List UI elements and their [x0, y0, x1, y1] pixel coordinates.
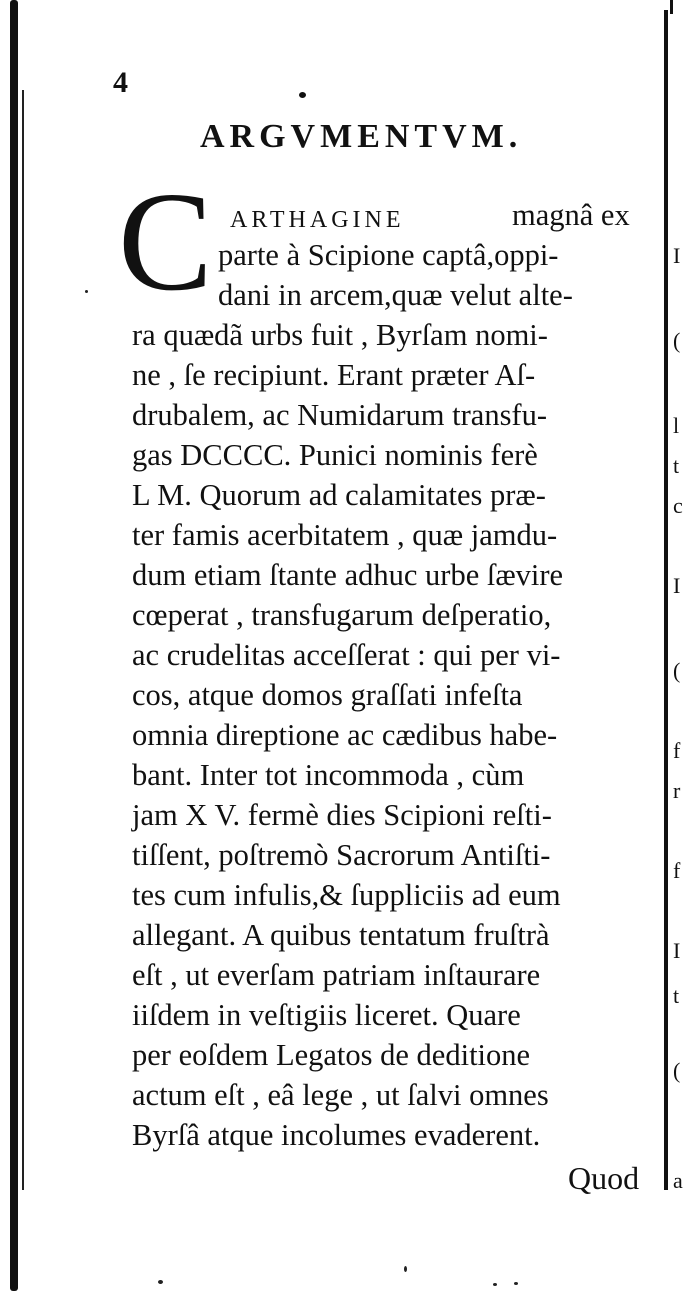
text-line: dum etiam ſtante adhuc urbe ſævire [132, 558, 564, 592]
facing-page-letter: c [673, 493, 683, 518]
text-line: ter famis acerbitatem , quæ jamdu- [132, 518, 558, 552]
facing-page-letter: I [673, 573, 681, 598]
text-line: actum eſt , eâ lege , ut ſalvi omnes [132, 1078, 549, 1112]
text-line: ac crudelitas acceſſerat : qui per vi- [132, 638, 561, 672]
text-line: per eoſdem Legatos de deditione [132, 1038, 531, 1072]
section-heading: ARGVMENTVM. [200, 118, 523, 155]
scan-speck [404, 1266, 407, 1272]
scan-speck [493, 1283, 497, 1286]
text-line: ne , ſe recipiunt. Erant præter Aſ- [132, 358, 536, 392]
text-line: ra quædã urbs fuit , Byrſam nomi- [132, 318, 548, 352]
drop-cap: C [118, 162, 213, 320]
facing-page-letter: a [673, 1168, 683, 1193]
facing-page-letter: ( [673, 658, 681, 683]
text-line: tes cum infulis,& ſuppliciis ad eum [132, 878, 561, 912]
page-number: 4 [113, 66, 128, 99]
facing-page-edge-top [670, 0, 673, 14]
facing-page-letter: t [673, 983, 680, 1008]
scan-speck [158, 1280, 163, 1284]
ornament-dot [299, 92, 306, 98]
facing-page-letter: f [673, 738, 681, 763]
text-line: iiſdem in veſtigiis liceret. Quare [132, 998, 521, 1032]
facing-page-letter: t [673, 453, 680, 478]
text-line: magnâ ex [512, 198, 630, 232]
scan-speck [85, 290, 88, 293]
text-line: allegant. A quibus tentatum fruſtrà [132, 918, 550, 952]
facing-page-letter: f [673, 858, 681, 883]
text-line: omnia direptione ac cædibus habe- [132, 718, 558, 752]
spine-edge [10, 0, 18, 1291]
text-line: dani in arcem,quæ velut alte- [218, 278, 573, 312]
catchword: Quod [568, 1160, 640, 1196]
text-line: parte à Scipione captâ,oppi- [218, 238, 559, 272]
text-line: bant. Inter tot incommoda , cùm [132, 758, 525, 792]
text-line: Byrſâ atque incolumes evaderent. [132, 1118, 541, 1152]
facing-page-letter: ( [673, 328, 681, 353]
facing-page-letter: l [673, 413, 680, 438]
facing-page-letter: ( [673, 1058, 681, 1083]
spine-shadow-line [22, 90, 24, 1190]
facing-page-letter: r [673, 778, 681, 803]
scan-speck [514, 1282, 518, 1285]
facing-page-edge [664, 10, 668, 1190]
text-line: L M. Quorum ad calamitates præ- [132, 478, 546, 512]
text-line: gas DCCCC. Punici nominis ferè [132, 438, 538, 472]
facing-page-letter: I [673, 243, 681, 268]
facing-page-letter: I [673, 938, 681, 963]
text-line: cœperat , transfugarum deſperatio, [132, 598, 552, 632]
text-line: jam X V. fermè dies Scipioni reſti- [132, 798, 552, 832]
text-line: drubalem, ac Numidarum transfu- [132, 398, 547, 432]
first-words: ARTHAGINE [230, 207, 405, 233]
text-line: eſt , ut everſam patriam inſtaurare [132, 958, 541, 992]
text-line: cos, atque domos graſſati infeſta [132, 678, 523, 712]
text-line: tiſſent, poſtremò Sacrorum Antiſti- [132, 838, 551, 872]
